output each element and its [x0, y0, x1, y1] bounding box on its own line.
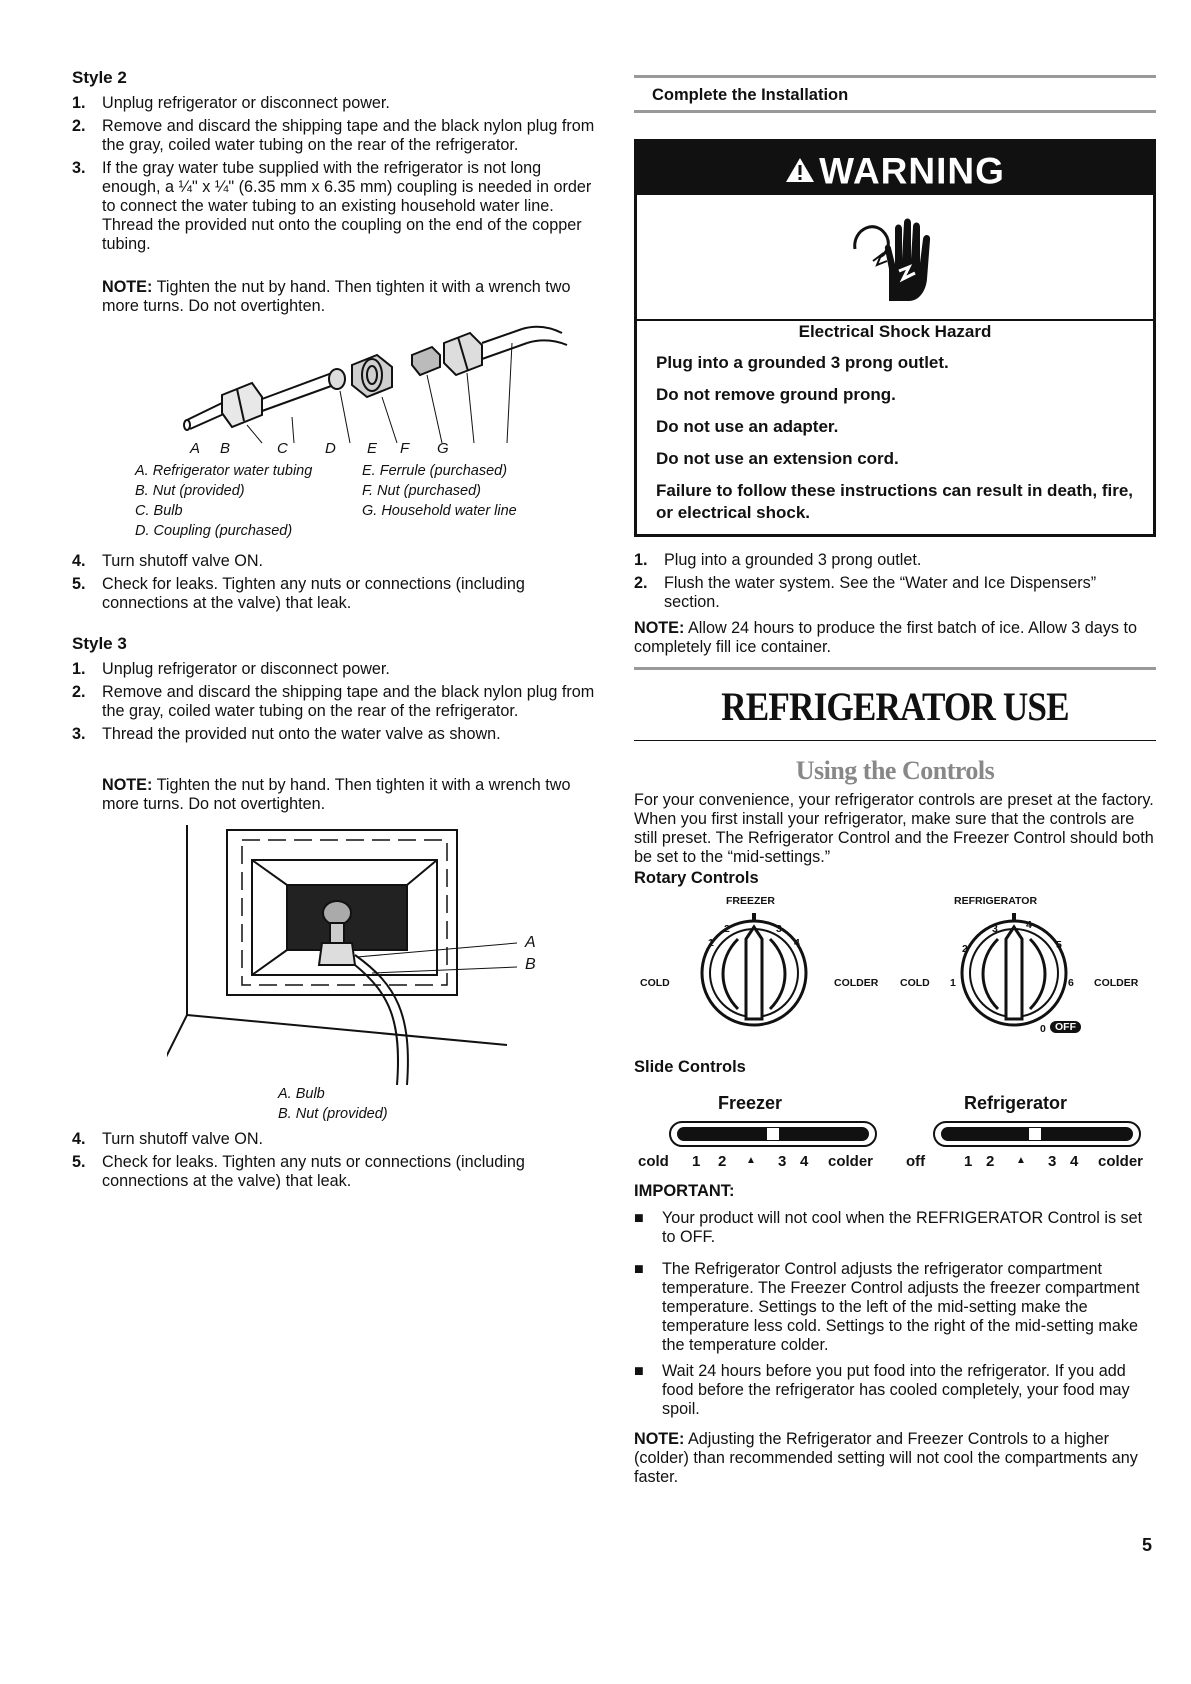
style2-note: NOTE: Tighten the nut by hand. Then tighten it with a wrench two more turns. Do not overtighten.	[102, 278, 571, 315]
section-subtitle: Using the Controls	[795, 756, 995, 785]
list-item: 4. Turn shutoff valve ON.	[72, 552, 264, 570]
water-valve-diagram	[167, 825, 527, 1085]
style3-heading: Style 3	[72, 634, 127, 653]
slide-controls-label: Slide Controls	[634, 1058, 746, 1076]
style3-note: NOTE: Tighten the nut by hand. Then tighten it with a wrench two more turns. Do not overtighten.	[102, 776, 571, 813]
section-rule-bottom	[634, 110, 1156, 113]
list-item: ■ The Refrigerator Control adjusts the refrigerator compartment temperature. The Freezer Control adjusts the freezer compartment temperature. Settings to the left of the mid-setting make the temperature less cold. Settings to the right of the mid-setting make the temperature colder.	[634, 1260, 1140, 1354]
list-item: 1. Unplug refrigerator or disconnect power.	[72, 94, 390, 112]
off-badge: OFF	[1050, 1021, 1081, 1033]
refrigerator-slide-label: Refrigerator	[964, 1093, 1068, 1113]
refrigerator-slider-scale: off 1 2 ▲ 3 4 colder	[906, 1153, 1144, 1170]
warning-line: Do not use an adapter.	[656, 417, 839, 436]
style2-steps	[72, 94, 598, 258]
warning-header: WARNING	[637, 142, 1153, 195]
page-number: 5	[1142, 1535, 1153, 1555]
tubing-captions-left: A. Refrigerator water tubing B. Nut (provided) C. Bulb D. Coupling (purchased)	[135, 463, 313, 539]
valve-label-b: B	[525, 956, 536, 973]
freezer-slider-scale: cold 1 2 ▲ 3 4 colder	[638, 1153, 874, 1170]
tubing-captions-right: E. Ferrule (purchased) F. Nut (purchased) G. Household water line	[362, 463, 517, 519]
list-item: 5. Check for leaks. Tighten any nuts or connections (including connections at the valve) that leak.	[72, 1153, 525, 1190]
list-item: 2. Remove and discard the shipping tape and the black nylon plug from the gray, coiled water tubing on the rear of the refrigerator.	[72, 683, 595, 720]
style3-steps-after	[72, 1130, 598, 1195]
refrigerator-slider	[932, 1119, 1142, 1149]
final-note: NOTE: Adjusting the Refrigerator and Freezer Controls to a higher (colder) than recommended setting will not cool the compartments any faster.	[634, 1430, 1138, 1486]
freezer-slide-label: Freezer	[718, 1093, 783, 1113]
refrigerator-rotary-dial	[954, 909, 1074, 1029]
slide-controls-diagram	[634, 1093, 1156, 1173]
mid-setting-arrow-icon: ▲	[1016, 1155, 1026, 1166]
important-label: IMPORTANT:	[634, 1182, 735, 1200]
list-item: 2. Flush the water system. See the “Water and Ice Dispensers” section.	[634, 574, 1097, 611]
list-item: 4. Turn shutoff valve ON.	[72, 1130, 264, 1148]
complete-steps	[634, 551, 1156, 616]
warning-box	[634, 139, 1156, 537]
title-divider	[634, 740, 1156, 741]
warning-line: Do not remove ground prong.	[656, 385, 896, 404]
section-rule-top	[634, 75, 1156, 78]
valve-label-a: A	[525, 934, 536, 951]
freezer-rotary-dial	[694, 909, 814, 1029]
tubing-connection-diagram	[182, 325, 582, 455]
controls-intro: For your convenience, your refrigerator controls are preset at the factory. When you first install your refrigerator, make sure that the controls are still preset. The Refrigerator Control and the Freezer Control should both be set to the “mid-settings.”	[634, 791, 1154, 866]
list-item: 3. If the gray water tube supplied with the refrigerator is not long enough, a ¼" x ¼" (6.35 mm x 6.35 mm) coupling is needed in order to connect the water tubing to an existing household water line. Thread the provided nut onto the coupling on the end of the copper tubing.	[72, 159, 592, 253]
warning-line: Do not use an extension cord.	[656, 449, 899, 468]
complete-installation-heading: Complete the Installation	[652, 86, 849, 104]
section-rule	[634, 667, 1156, 670]
list-item: 1. Unplug refrigerator or disconnect power.	[72, 660, 390, 678]
bullet-square-icon: ■	[634, 1362, 644, 1380]
tubing-diagram-letters: A B C D E F G	[190, 440, 449, 457]
warning-triangle-icon	[785, 145, 815, 198]
style2-steps-after	[72, 552, 598, 617]
rotary-controls-label: Rotary Controls	[634, 869, 759, 887]
style3-steps	[72, 660, 598, 748]
page-title: REFRIGERATOR USE	[721, 684, 1069, 729]
mid-setting-arrow-icon: ▲	[746, 1155, 756, 1166]
freezer-slider	[668, 1119, 878, 1149]
list-item: 3. Thread the provided nut onto the water valve as shown.	[72, 725, 501, 743]
complete-note: NOTE: Allow 24 hours to produce the first batch of ice. Allow 3 days to completely fill ice container.	[634, 619, 1137, 656]
list-item: 1. Plug into a grounded 3 prong outlet.	[634, 551, 922, 569]
list-item: 2. Remove and discard the shipping tape and the black nylon plug from the gray, coiled water tubing on the rear of the refrigerator.	[72, 117, 595, 154]
warning-line: Failure to follow these instructions can result in death, fire, or electrical shock.	[656, 481, 1134, 522]
list-item: 5. Check for leaks. Tighten any nuts or connections (including connections at the valve) that leak.	[72, 575, 525, 612]
bullet-square-icon: ■	[634, 1209, 644, 1227]
valve-captions: A. Bulb B. Nut (provided)	[278, 1086, 388, 1122]
warning-hazard-title: Electrical Shock Hazard	[798, 322, 992, 341]
warning-icon-area	[637, 195, 1153, 321]
warning-line: Plug into a grounded 3 prong outlet.	[656, 353, 949, 372]
bullet-square-icon: ■	[634, 1260, 644, 1278]
electric-shock-hand-icon	[847, 209, 947, 309]
list-item: ■ Wait 24 hours before you put food into the refrigerator. If you add food before the refrigerator has cooled completely, your food may spoil.	[634, 1362, 1130, 1418]
list-item: ■ Your product will not cool when the REFRIGERATOR Control is set to OFF.	[634, 1209, 1143, 1246]
style2-heading: Style 2	[72, 68, 127, 87]
rotary-controls-diagram: FREEZER COLD COLDER 1 2 3 4 REFRIGERATOR COLD COLDER 0 1 2 3 4 5 6 OFF	[640, 895, 1139, 1035]
